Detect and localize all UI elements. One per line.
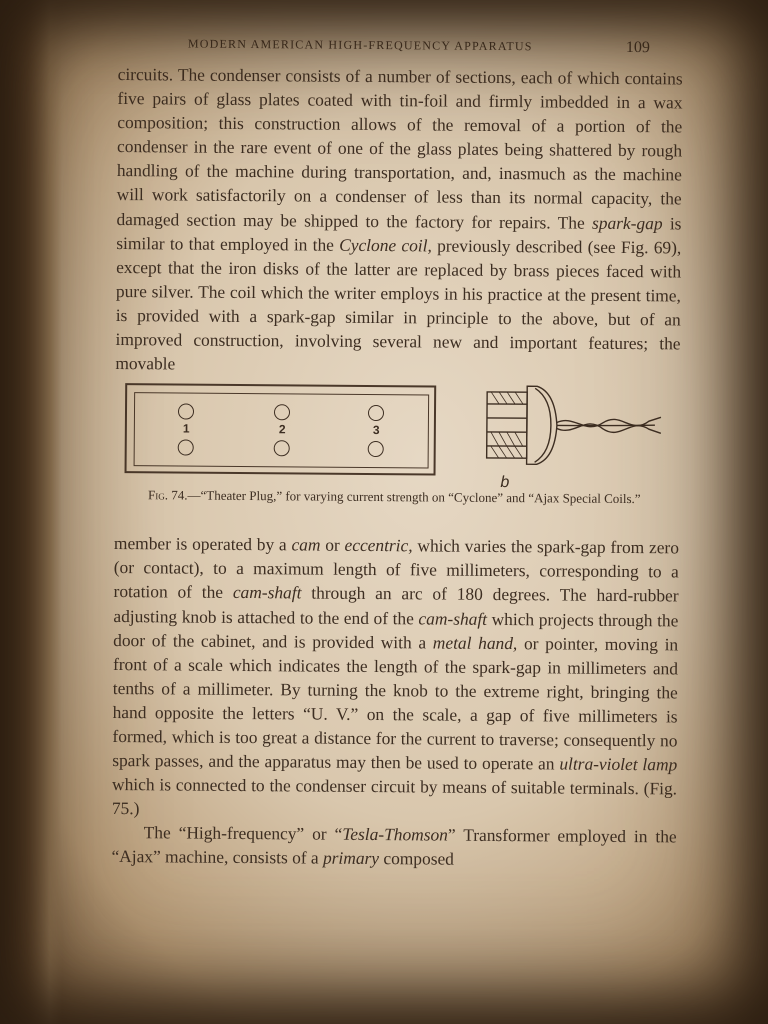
text-run: The “High-frequency” or “ (143, 822, 343, 845)
italic-text: cam (291, 534, 321, 555)
page-header (118, 30, 683, 64)
plug-cap (527, 386, 558, 464)
italic-text: Tesla-Thomson (342, 824, 449, 845)
text-run: which is connected to the condenser circuit by means of suitable terminals. (Fig. 75.) (111, 774, 678, 819)
italic-text: cam-shaft (232, 582, 302, 603)
text-run: ” Transformer employed in the “Ajax” machine, consists of a (111, 824, 677, 869)
text-run: member is operated by a (113, 533, 292, 555)
socket-hole (368, 441, 384, 457)
socket-label-3: 3 (372, 423, 380, 438)
paragraph-1 (115, 62, 682, 380)
paragraph-3 (111, 820, 676, 873)
socket-hole (274, 440, 290, 456)
running-head: MODERN AMERICAN HIGH-FREQUENCY APPARATUS (187, 36, 533, 54)
caption-prefix: Fig. 74. (148, 487, 188, 503)
theater-plug-board (125, 383, 437, 475)
italic-text: ultra-violet lamp (559, 753, 678, 775)
italic-text: metal hand, (432, 632, 518, 653)
italic-text: cam-shaft (418, 607, 488, 629)
caption-text: —“Theater Plug,” for varying current strength on “Cyclone” and “Ajax Special Coils.” (187, 487, 641, 507)
italic-text: Cyclone coil, (339, 234, 432, 256)
text-run: or pointer, moving in front of a scale which indicates the length of the spark-gap in millimeters and tenths of a millimeter. By turning the knob to the extreme right, bringing the hand opposite the letters “U. V.” on the scale, a gap of five millimeters is formed, which is too great a distance for the current to traverse; consequently no spark passes, and the apparatus may then be used to operate an (112, 632, 679, 774)
socket-hole (368, 405, 384, 421)
figure-74 (114, 375, 680, 529)
socket-hole (178, 440, 194, 456)
text-run: through an arc of 180 degrees. The hard-rubber adjusting knob is attached to the end of the (113, 582, 679, 628)
italic-text: primary (322, 848, 380, 869)
italic-text: spark-gap (591, 212, 663, 233)
page-number: 109 (625, 38, 650, 57)
text-run: previously described (see Fig. 69), except that the iron disks of the latter are replaced by brass pieces faced with pure silver. The coil which the writer employs in his practice at the present time, is provided with a spark-gap similar in principle to the above, but of an improved construction, involving several new and important features; the movable (115, 235, 682, 374)
board-inner-frame (134, 392, 430, 468)
socket-hole (274, 404, 290, 420)
text-run: or (320, 534, 345, 556)
text-run: is similar to that employed in the (116, 212, 682, 255)
socket-hole (178, 404, 194, 420)
socket-label-2: 2 (278, 422, 286, 437)
book-gutter (0, 0, 62, 1024)
socket-label-1: 1 (182, 421, 190, 436)
plug-label: b (500, 474, 510, 492)
italic-text: eccentric, (344, 535, 413, 556)
text-run: which varies the spark-gap from zero (or contact), to a maximum length of five millimeters, corresponding to a rotation of the (113, 535, 680, 603)
text-run: circuits. The condenser consists of a number of sections, each of which contains five pairs of glass plates coated with tin-foil and firmly imbedded in a wax composition; this construction allows of the removal of a portion of the condenser in the rare event of one of the glass plates being shattered by rough handling of the machine during transportation, and, inasmuch as the machine will work satisfactorily on a condenser of less than its normal capacity, the damaged section may be shipped to the factory for repairs. The (116, 63, 683, 233)
paragraph-2 (112, 531, 679, 825)
book-page (111, 30, 683, 873)
text-run: which projects through the door of the cabinet, and is provided with a (113, 608, 679, 653)
text-run: composed (378, 848, 455, 870)
plug-drawing (484, 378, 675, 479)
figure-caption (114, 487, 674, 507)
